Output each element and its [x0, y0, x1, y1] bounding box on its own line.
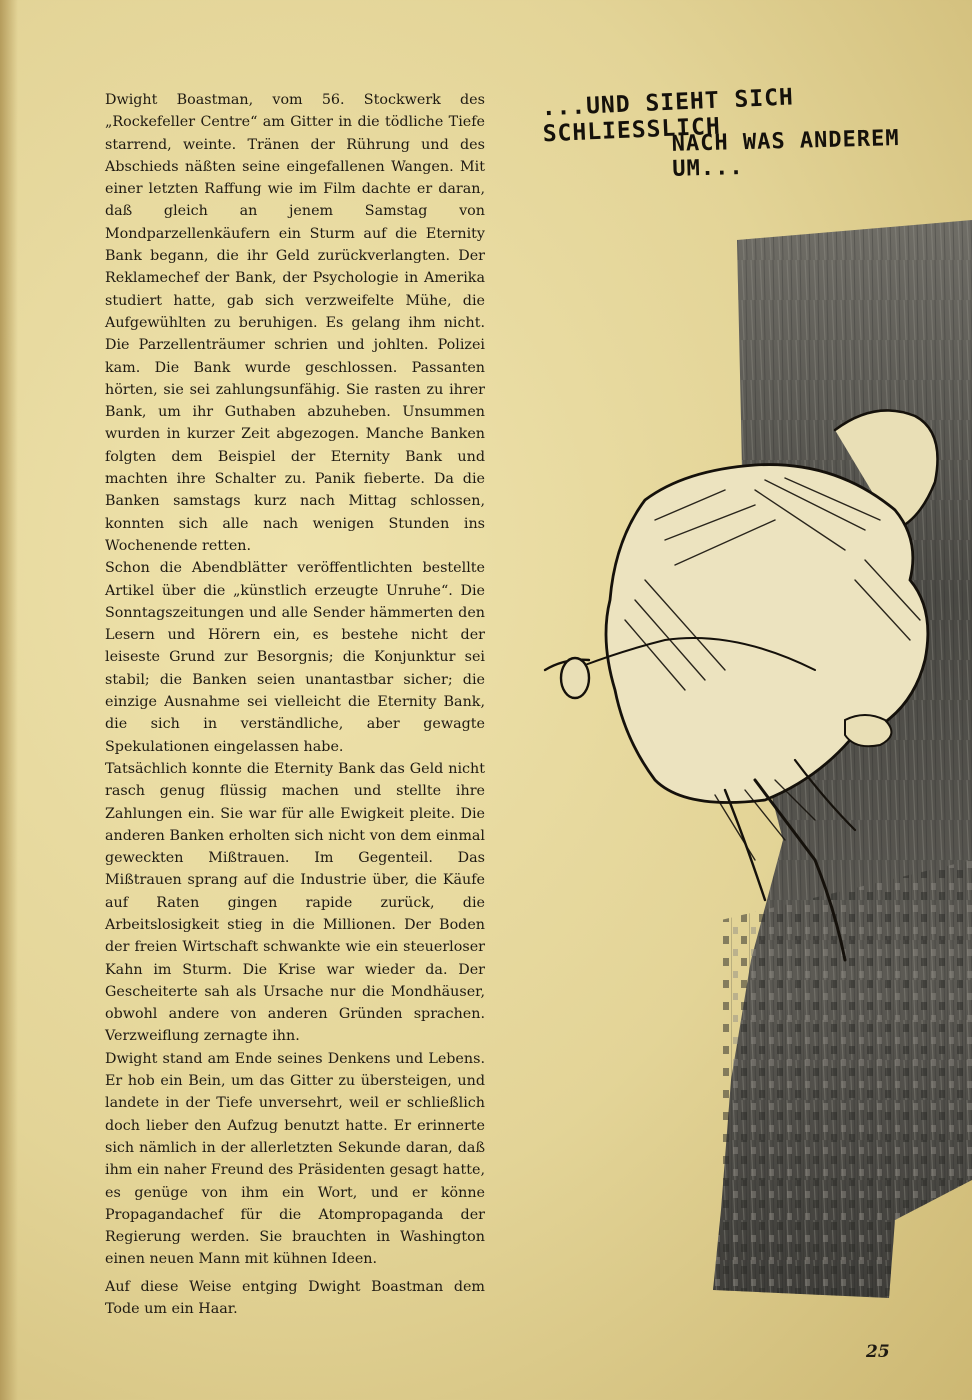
- headline-line-1: ...UND SIEHT SICH SCHLIESSLICH: [541, 84, 795, 148]
- article-paragraph-1: Dwight Boastman, vom 56. Stockwerk des „Rockefeller Centre“ am Gitter in die tödliche Tiefe starrend, weinte. Tränen der Rührung und des Abschieds näßten seine eingefallenen Wangen. Mit einer letzten Raffung wie im Film dachte er daran, daß gleich an jenem Samstag von Mondparzellenkäufern ein Sturm auf die Eternity Bank begann, die ihr Geld zurückverlangten. Der Reklamechef der Bank, der Psychologie in Amerika studiert hatte, gab sich verzweifelte Mühe, die Aufgewühlten zu beruhigen. Es gelang ihm nicht. Die Parzellenträumer schrien und johlten. Polizei kam. Die Bank wurde geschlossen. Passanten hörten, sie sei zahlungsunfähig. Sie rasten zu ihrer Bank, um ihr Guthaben abzuheben. Unsummen wurden in kurzer Zeit abgezogen. Manche Banken folgten dem Beispiel der Eternity Bank und machten ihre Schalter zu. Panik fieberte. Da die Banken samstags kurz nach Mittag schlossen, konnten sich alle nach wenigen Stunden ins Wochenende retten.: [105, 92, 485, 554]
- handwritten-headline: [502, 76, 972, 182]
- article-paragraph-3: Tatsächlich konnte die Eternity Bank das Geld nicht rasch genug flüssig machen und stellte ihre Zahlungen ein. Sie war für alle Ewigkeit pleite. Die anderen Banken erholten sich nicht von dem einmal geweckten Mißtrauen. Im Gegenteil. Das Mißtrauen sprang auf die Industrie über, die Käufe auf Raten gingen rapide zurück, die Arbeitslosigkeit stieg in die Millionen. Der Boden der freien Wirtschaft schwankte wie ein steuerloser Kahn im Sturm. Die Krise war wieder da. Der Gescheiterte sah als Ursache nur die Mondhäuser, obwohl andere von anderen Gründen sprachen. Verzweiflung zernagte ihn.: [105, 760, 485, 1045]
- skyscraper-collage-icon: [515, 220, 972, 1310]
- page-edge-shadow: [0, 0, 18, 1400]
- article-paragraph-5: Auf diese Weise entging Dwight Boastman dem Tode um ein Haar.: [105, 1278, 485, 1318]
- article-body: [105, 89, 485, 1320]
- page-number: 25: [866, 1342, 890, 1362]
- article-paragraph-4: Dwight stand am Ende seines Denkens und Lebens. Er hob ein Bein, um das Gitter zu übersteigen, und landete in der Tiefe unversehrt, weil er schließlich doch lieber den Aufzug benutzt hatte. Er erinnerte sich nämlich in der allerletzten Sekunde daran, daß ihm ein naher Freund des Präsidenten gesagt hatte, es genüge von ihm ein Wort, und er könne Propagandachef für die Atompropaganda der Regierung werden. Sie brauchten in Washington einen neuen Mann mit kühnen Ideen.: [105, 1050, 485, 1268]
- article-paragraph-2: Schon die Abendblätter veröffentlichten bestellte Artikel über die „künstlich erzeugte Unruhe“. Die Sonntagszeitungen und alle Sender hämmerten den Lesern und Hörern ein, es bestehe nicht der leiseste Grund zur Besorgnis; die Konjunktur sei stabil; die Banken seien unantastbar sicher; die einzige Ausnahme sei vielleicht die Eternity Bank, die sich in verständliche, aber gewagte Spekulationen eingelassen habe.: [105, 560, 485, 755]
- headline-line-2: NACH WAS ANDEREM UM...: [671, 125, 900, 182]
